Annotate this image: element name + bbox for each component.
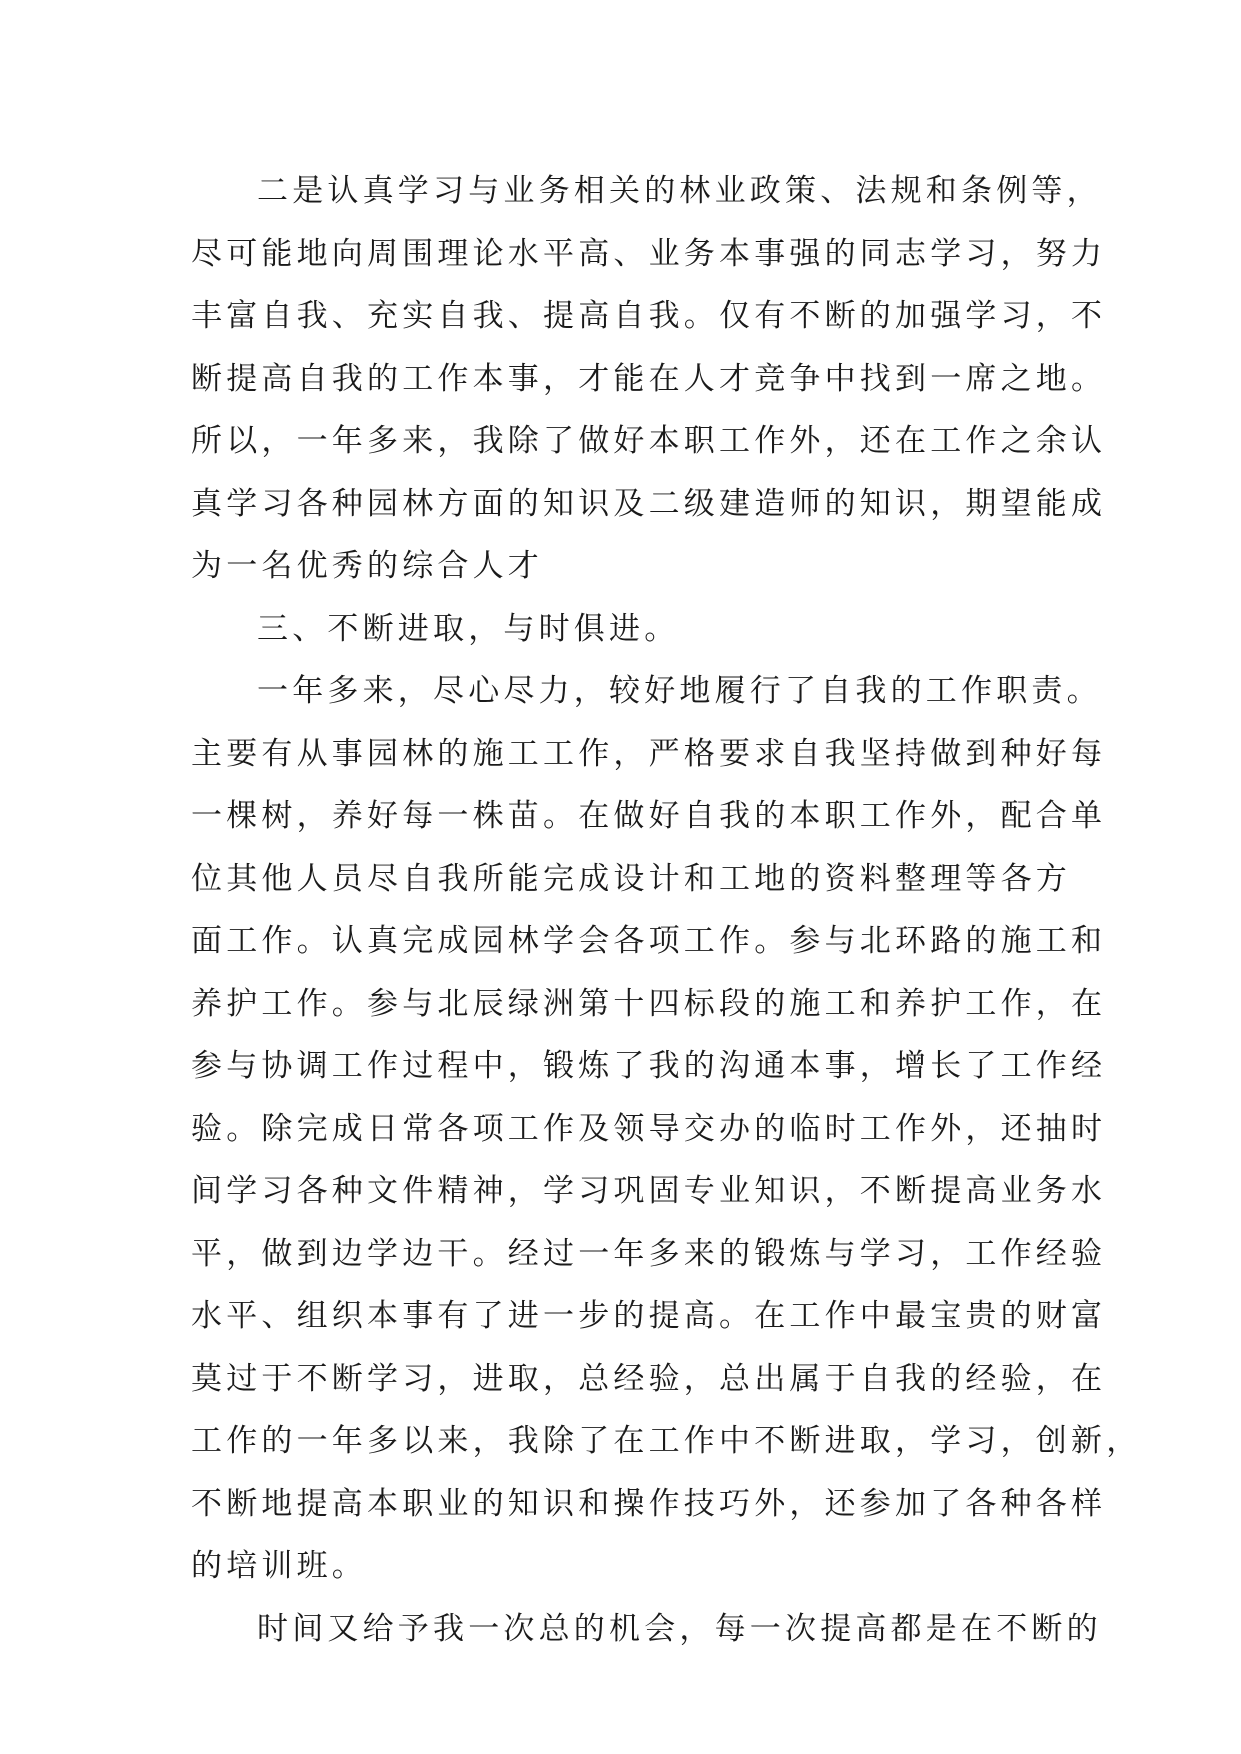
section-heading: 三、不断进取，与时俱进。 — [257, 610, 680, 647]
text-line: 面工作。认真完成园林学会各项工作。参与北环路的施工和 — [191, 923, 1107, 959]
text-line: 不断地提高本职业的知识和操作技巧外，还参加了各种各样 — [191, 1485, 1107, 1522]
text-line: 主要有从事园林的施工工作，严格要求自我坚持做到种好每 — [191, 735, 1107, 772]
text-line: 尽可能地向周围理论水平高、业务本事强的同志学习，努力 — [191, 235, 1107, 272]
text-line: 参与协调工作过程中，锻炼了我的沟通本事，增长了工作经 — [191, 1048, 1107, 1084]
text-line: 位其他人员尽自我所能完成设计和工地的资料整理等各方 — [191, 860, 1071, 897]
text-line: 一棵树，养好每一株苗。在做好自我的本职工作外，配合单 — [191, 798, 1107, 834]
text-line: 水平、组织本事有了进一步的提高。在工作中最宝贵的财富 — [191, 1298, 1107, 1334]
text-line: 工作的一年多以来，我除了在工作中不断进取，学习，创新， — [191, 1423, 1142, 1459]
text-line: 丰富自我、充实自我、提高自我。仅有不断的加强学习，不 — [191, 298, 1107, 334]
text-line: 莫过于不断学习，进取，总经验，总出属于自我的经验，在 — [191, 1360, 1107, 1397]
text-line: 所以，一年多来，我除了做好本职工作外，还在工作之余认 — [191, 423, 1107, 459]
text-line: 一年多来，尽心尽力，较好地履行了自我的工作职责。 — [257, 673, 1102, 709]
text-line: 养护工作。参与北辰绿洲第十四标段的施工和养护工作，在 — [191, 985, 1107, 1022]
text-line: 平，做到边学边干。经过一年多来的锻炼与学习，工作经验 — [191, 1235, 1107, 1272]
text-line: 断提高自我的工作本事，才能在人才竞争中找到一席之地。 — [191, 360, 1107, 397]
text-line: 时间又给予我一次总的机会，每一次提高都是在不断的 — [257, 1610, 1102, 1647]
text-line: 真学习各种园林方面的知识及二级建造师的知识，期望能成 — [191, 485, 1107, 522]
text-line: 为一名优秀的综合人才 — [191, 548, 543, 584]
text-line: 的培训班。 — [191, 1548, 367, 1584]
text-line: 验。除完成日常各项工作及领导交办的临时工作外，还抽时 — [191, 1110, 1107, 1147]
text-line: 二是认真学习与业务相关的林业政策、法规和条例等， — [257, 173, 1102, 209]
document-body — [191, 160, 1142, 1660]
text-line: 间学习各种文件精神，学习巩固专业知识，不断提高业务水 — [191, 1173, 1107, 1209]
